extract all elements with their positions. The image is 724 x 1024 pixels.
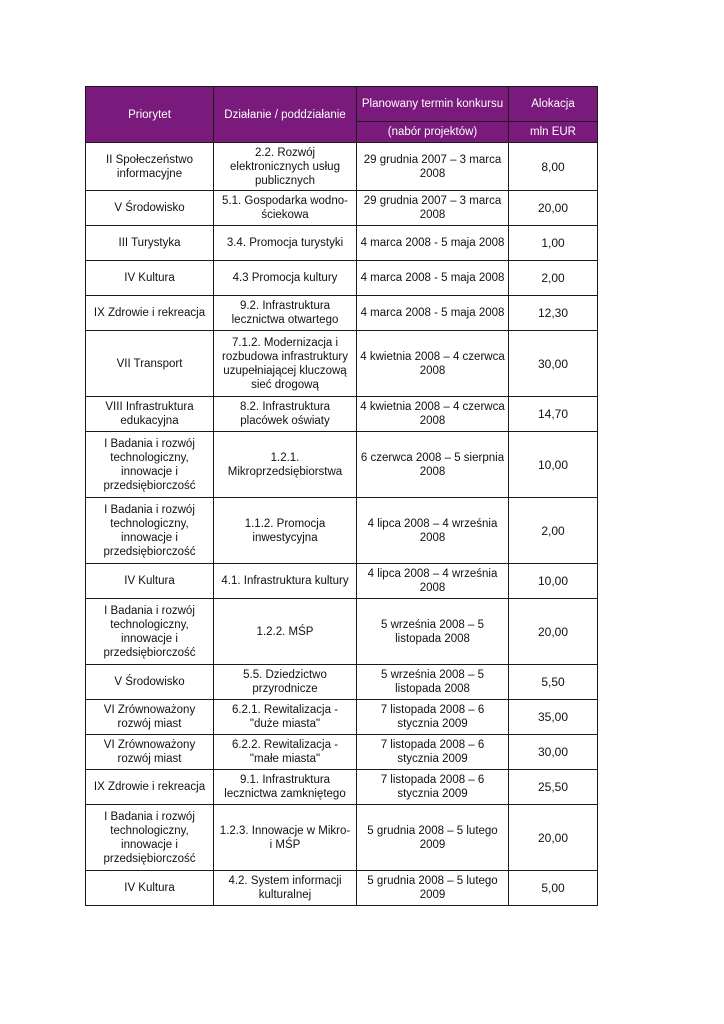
table-row	[86, 331, 598, 397]
cell-dzialanie: 1.1.2. Promocja inwestycyjna	[214, 498, 357, 564]
cell-dzialanie: 4.3 Promocja kultury	[214, 261, 357, 296]
table-row	[86, 665, 598, 700]
cell-termin: 4 marca 2008 - 5 maja 2008	[357, 296, 509, 331]
table-row	[86, 564, 598, 599]
cell-alokacja: 20,00	[509, 599, 598, 665]
cell-termin: 29 grudnia 2007 – 3 marca 2008	[357, 191, 509, 226]
cell-termin: 4 lipca 2008 – 4 września 2008	[357, 498, 509, 564]
table-row	[86, 261, 598, 296]
cell-priorytet: IX Zdrowie i rekreacja	[86, 770, 214, 805]
table-row	[86, 397, 598, 432]
cell-termin: 7 listopada 2008 – 6 stycznia 2009	[357, 700, 509, 735]
cell-priorytet: IV Kultura	[86, 564, 214, 599]
header-alokacja-unit: mln EUR	[509, 122, 598, 143]
cell-alokacja: 14,70	[509, 397, 598, 432]
cell-priorytet: VI Zrównoważony rozwój miast	[86, 735, 214, 770]
cell-termin: 6 czerwca 2008 – 5 sierpnia 2008	[357, 432, 509, 498]
table-row	[86, 296, 598, 331]
cell-alokacja: 25,50	[509, 770, 598, 805]
table-row	[86, 143, 598, 191]
cell-priorytet: I Badania i rozwój technologiczny, innowacje i przedsiębiorczość	[86, 599, 214, 665]
cell-priorytet: I Badania i rozwój technologiczny, innowacje i przedsiębiorczość	[86, 432, 214, 498]
cell-termin: 4 lipca 2008 – 4 września 2008	[357, 564, 509, 599]
cell-termin: 7 listopada 2008 – 6 stycznia 2009	[357, 770, 509, 805]
cell-dzialanie: 1.2.3. Innowacje w Mikro- i MŚP	[214, 805, 357, 871]
cell-dzialanie: 1.2.1. Mikroprzedsiębiorstwa	[214, 432, 357, 498]
cell-alokacja: 8,00	[509, 143, 598, 191]
competition-schedule-table	[85, 86, 598, 906]
cell-termin: 5 września 2008 – 5 listopada 2008	[357, 599, 509, 665]
cell-dzialanie: 4.2. System informacji kulturalnej	[214, 871, 357, 906]
table-row	[86, 700, 598, 735]
cell-priorytet: VII Transport	[86, 331, 214, 397]
cell-alokacja: 12,30	[509, 296, 598, 331]
table-row	[86, 599, 598, 665]
cell-priorytet: I Badania i rozwój technologiczny, innowacje i przedsiębiorczość	[86, 498, 214, 564]
cell-dzialanie: 5.5. Dziedzictwo przyrodnicze	[214, 665, 357, 700]
cell-priorytet: VI Zrównoważony rozwój miast	[86, 700, 214, 735]
cell-alokacja: 2,00	[509, 498, 598, 564]
cell-alokacja: 30,00	[509, 735, 598, 770]
cell-termin: 5 grudnia 2008 – 5 lutego 2009	[357, 871, 509, 906]
table-row	[86, 498, 598, 564]
cell-dzialanie: 9.2. Infrastruktura lecznictwa otwartego	[214, 296, 357, 331]
cell-priorytet: V Środowisko	[86, 191, 214, 226]
header-dzialanie: Działanie / poddziałanie	[214, 87, 357, 143]
cell-alokacja: 1,00	[509, 226, 598, 261]
cell-alokacja: 2,00	[509, 261, 598, 296]
cell-termin: 4 marca 2008 - 5 maja 2008	[357, 261, 509, 296]
cell-priorytet: IV Kultura	[86, 871, 214, 906]
cell-priorytet: VIII Infrastruktura edukacyjna	[86, 397, 214, 432]
cell-dzialanie: 5.1. Gospodarka wodno-ściekowa	[214, 191, 357, 226]
header-priorytet: Priorytet	[86, 87, 214, 143]
cell-dzialanie: 8.2. Infrastruktura placówek oświaty	[214, 397, 357, 432]
cell-priorytet: IV Kultura	[86, 261, 214, 296]
cell-dzialanie: 4.1. Infrastruktura kultury	[214, 564, 357, 599]
cell-termin: 29 grudnia 2007 – 3 marca 2008	[357, 143, 509, 191]
cell-termin: 5 września 2008 – 5 listopada 2008	[357, 665, 509, 700]
cell-dzialanie: 2.2. Rozwój elektronicznych usług publicznych	[214, 143, 357, 191]
cell-dzialanie: 1.2.2. MŚP	[214, 599, 357, 665]
header-termin-sub: (nabór projektów)	[357, 122, 509, 143]
cell-alokacja: 10,00	[509, 564, 598, 599]
cell-termin: 4 marca 2008 - 5 maja 2008	[357, 226, 509, 261]
cell-termin: 4 kwietnia 2008 – 4 czerwca 2008	[357, 331, 509, 397]
cell-termin: 5 grudnia 2008 – 5 lutego 2009	[357, 805, 509, 871]
table-row	[86, 770, 598, 805]
table-body	[86, 143, 598, 906]
table-row	[86, 805, 598, 871]
table-row	[86, 735, 598, 770]
cell-priorytet: I Badania i rozwój technologiczny, innowacje i przedsiębiorczość	[86, 805, 214, 871]
cell-dzialanie: 9.1. Infrastruktura lecznictwa zamkniętego	[214, 770, 357, 805]
header-alokacja: Alokacja	[509, 87, 598, 122]
table-row	[86, 226, 598, 261]
cell-priorytet: II Społeczeństwo informacyjne	[86, 143, 214, 191]
cell-termin: 7 listopada 2008 – 6 stycznia 2009	[357, 735, 509, 770]
cell-dzialanie: 3.4. Promocja turystyki	[214, 226, 357, 261]
table-row	[86, 191, 598, 226]
cell-alokacja: 35,00	[509, 700, 598, 735]
header-termin: Planowany termin konkursu	[357, 87, 509, 122]
cell-alokacja: 5,00	[509, 871, 598, 906]
cell-alokacja: 30,00	[509, 331, 598, 397]
table-row	[86, 432, 598, 498]
cell-termin: 4 kwietnia 2008 – 4 czerwca 2008	[357, 397, 509, 432]
cell-alokacja: 10,00	[509, 432, 598, 498]
cell-dzialanie: 6.2.2. Rewitalizacja - "małe miasta"	[214, 735, 357, 770]
cell-priorytet: III Turystyka	[86, 226, 214, 261]
cell-alokacja: 20,00	[509, 805, 598, 871]
table-row	[86, 871, 598, 906]
cell-priorytet: V Środowisko	[86, 665, 214, 700]
cell-alokacja: 20,00	[509, 191, 598, 226]
cell-dzialanie: 6.2.1. Rewitalizacja - "duże miasta"	[214, 700, 357, 735]
table-header	[86, 87, 598, 143]
cell-alokacja: 5,50	[509, 665, 598, 700]
cell-dzialanie: 7.1.2. Modernizacja i rozbudowa infrastruktury uzupełniającej kluczową sieć drogową	[214, 331, 357, 397]
cell-priorytet: IX Zdrowie i rekreacja	[86, 296, 214, 331]
